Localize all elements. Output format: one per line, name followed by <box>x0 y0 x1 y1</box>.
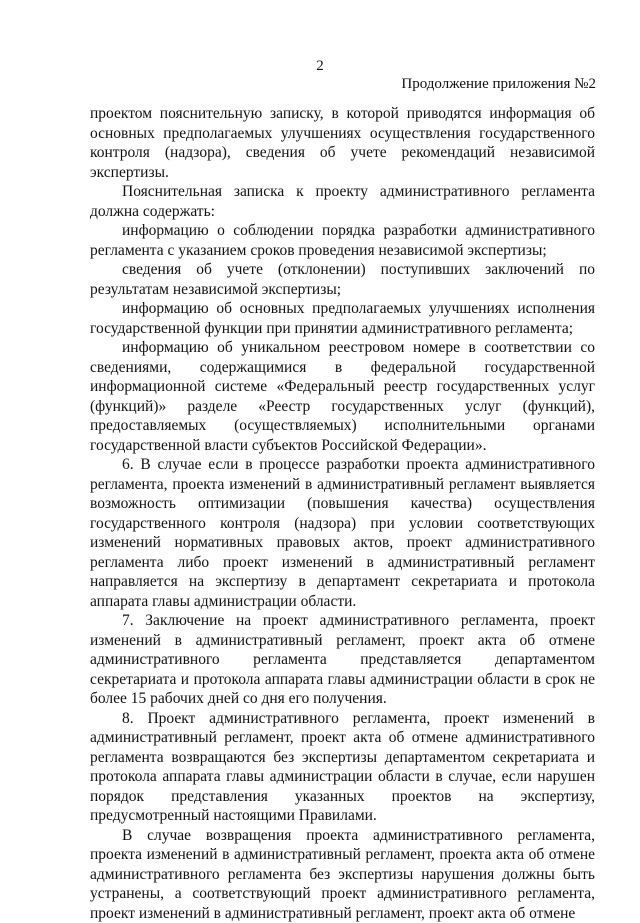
paragraph-5: информацию об основных предполагаемых улучшениях исполнения государственной функции при принятии административного регламента; <box>90 299 595 338</box>
document-body <box>90 104 595 923</box>
paragraph-clause-7: 7. Заключение на проект административного регламента, проект изменений в административный регламент, проект акта об отмене административного регламента представляется департаментом секретариата и протокола аппарата главы администрации области в срок не более 15 рабочих дней со дня его получения. <box>90 611 595 709</box>
page-number: 2 <box>0 58 640 75</box>
paragraph-3: информацию о соблюдении порядка разработки административного регламента с указанием сроков проведения независимой экспертизы; <box>90 221 595 260</box>
paragraph-clause-6: 6. В случае если в процессе разработки проекта административного регламента, проекта изменений в административный регламент выявляется возможность оптимизации (повышения качества) осуществления государственного контроля (надзора) при условии соответствующих изменений нормативных правовых актов, проект административного регламента либо проект изменений в административный регламент направляется на экспертизу в департамент секретариата и протокола аппарата главы администрации области. <box>90 455 595 611</box>
appendix-continuation-note: Продолжение приложения №2 <box>401 76 596 93</box>
paragraph-clause-8: 8. Проект административного регламента, проект изменений в административный регламент, проект акта об отмене административного регламента возвращаются без экспертизы департаментом секретариата и протокола аппарата главы администрации области в случае, если нарушен порядок представления указанных проектов на экспертизу, предусмотренный настоящими Правилами. <box>90 709 595 826</box>
paragraph-4: сведения об учете (отклонении) поступивших заключений по результатам независимой экспертизы; <box>90 260 595 299</box>
paragraph-2: Пояснительная записка к проекту административного регламента должна содержать: <box>90 182 595 221</box>
paragraph-1: проектом пояснительную записку, в которой приводятся информация об основных предполагаемых улучшениях осуществления государственного контроля (надзора), сведения об учете рекомендаций независимой экспертизы. <box>90 104 595 182</box>
paragraph-return-case: В случае возвращения проекта административного регламента, проекта изменений в административный регламент, проекта акта об отмене административного регламента без экспертизы нарушения должны быть устранены, а соответствующий проект административного регламента, проект изменений в административный регламент, проект акта об отмене <box>90 826 595 923</box>
paragraph-6: информацию об уникальном реестровом номере в соответствии со сведениями, содержащимися в федеральной государственной информационной системе «Федеральный реестр государственных услуг (функций)» разделе «Реестр государственных услуг (функций), предоставляемых (осуществляемых) исполнительными органами государственной власти субъектов Российской Федерации». <box>90 338 595 455</box>
